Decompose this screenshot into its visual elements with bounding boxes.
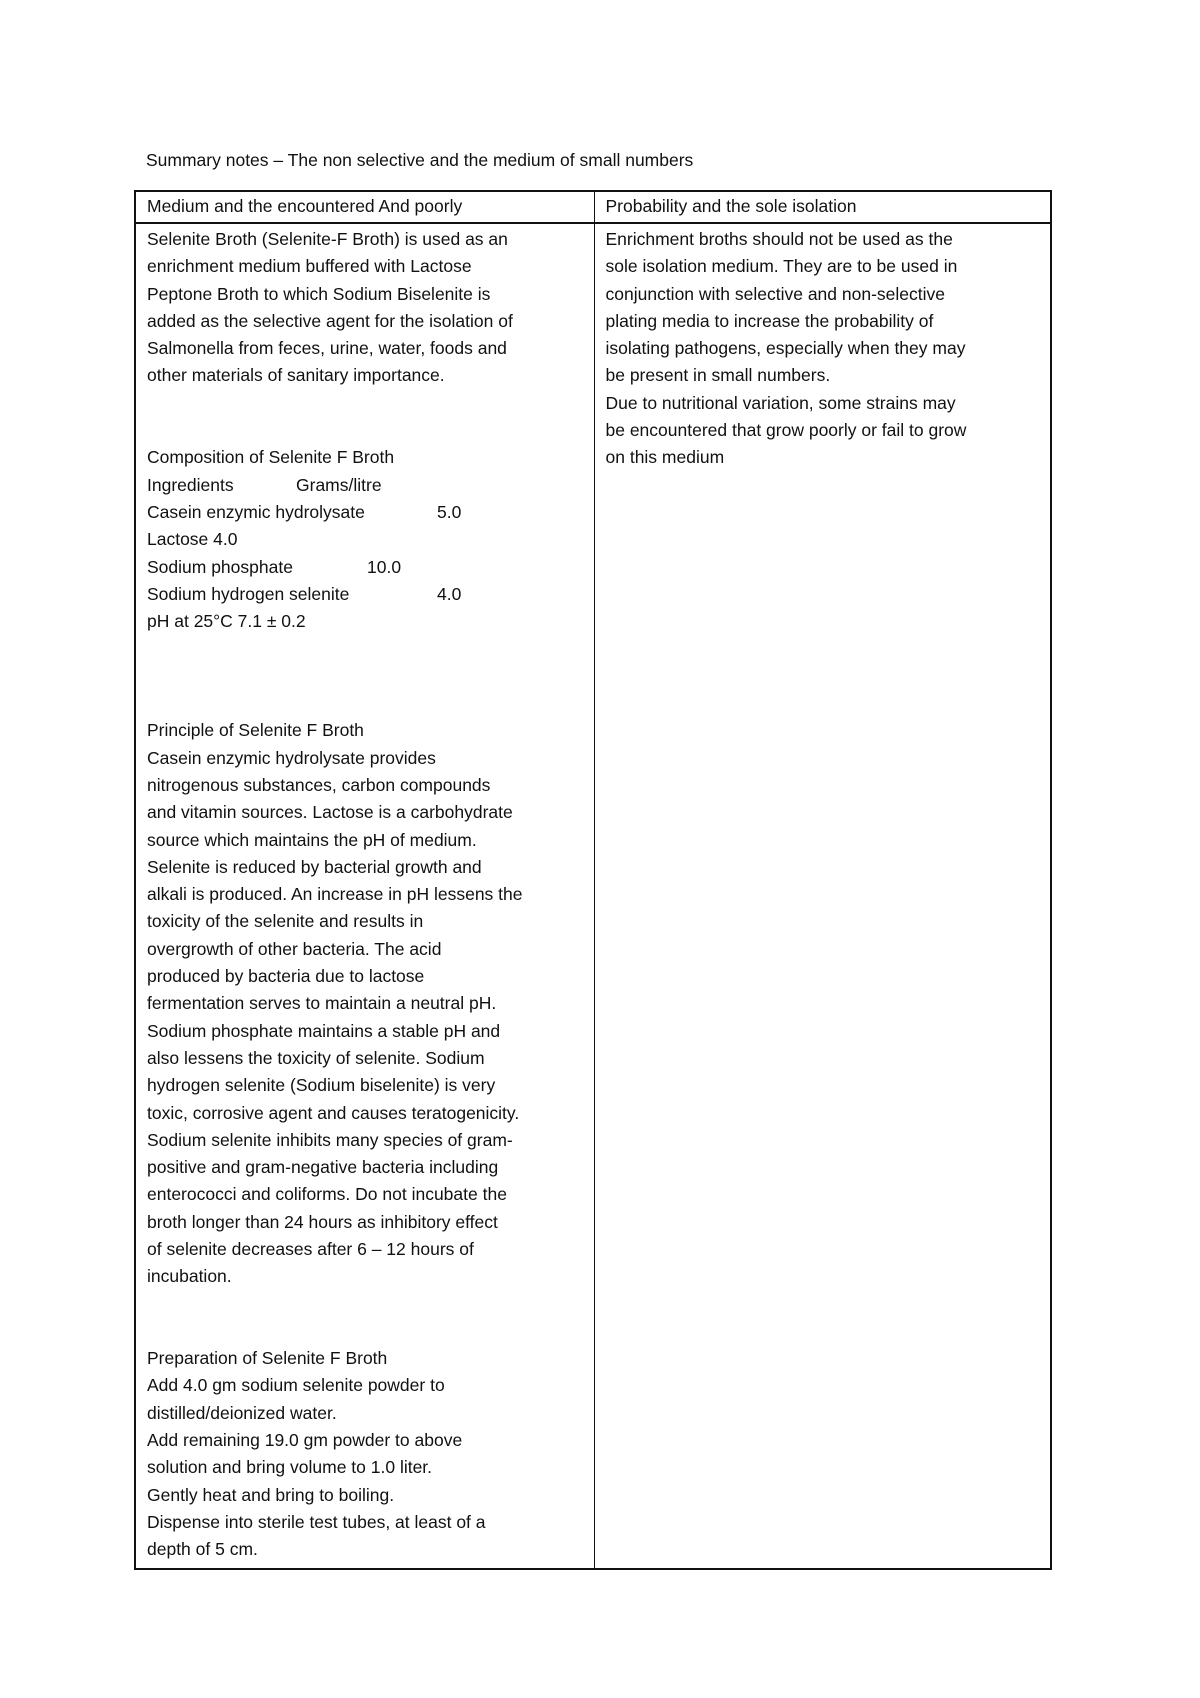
text-line: Sodium phosphate maintains a stable pH and [147,1020,501,1041]
text-line: Peptone Broth to which Sodium Biselenite is [147,283,491,304]
ingredient-name: Lactose [147,529,209,550]
text-line: and vitamin sources. Lactose is a carbohydrate [147,802,513,823]
ingredient-value: 4.0 [437,583,462,604]
principle-section [147,717,584,1290]
text-line: other materials of sanitary importance. [147,365,445,386]
page-title: Summary notes – The non selective and the medium of small numbers [146,150,694,170]
ingredients-label: Ingredients [147,474,234,495]
text-line: distilled/deionized water. [147,1402,337,1423]
text-line: Selenite is reduced by bacterial growth and [147,856,482,877]
header-medium: Medium and the encountered And poorly [135,191,594,223]
text-line: also lessens the toxicity of selenite. Sodium [147,1047,485,1068]
text-line: nitrogenous substances, carbon compounds [147,774,491,795]
preparation-heading: Preparation of Selenite F Broth [147,1348,388,1369]
ingredient-name: Casein enzymic hydrolysate [147,501,365,522]
text-line: positive and gram-negative bacteria including [147,1157,499,1178]
table-body-row [135,223,1051,1569]
ingredient-value: 5.0 [437,501,462,522]
composition-section [147,444,584,635]
text-line: alkali is produced. An increase in pH lessens the [147,884,523,905]
text-line: produced by bacteria due to lactose [147,966,425,987]
text-line: plating media to increase the probability of [605,310,934,331]
text-line: depth of 5 cm. [147,1539,258,1560]
text-line: broth longer than 24 hours as inhibitory effect [147,1211,498,1232]
ingredient-value: 10.0 [367,556,402,577]
text-line: incubation. [147,1266,232,1287]
text-line: Selenite Broth (Selenite-F Broth) is used as an [147,229,508,249]
text-line: Due to nutritional variation, some strains may [605,392,956,413]
grams-label: Grams/litre [296,474,382,495]
ingredient-name: Sodium hydrogen selenite [147,583,350,604]
text-line: of selenite decreases after 6 – 12 hours of [147,1238,474,1259]
text-line: toxicity of the selenite and results in [147,911,424,932]
text-line: Add 4.0 gm sodium selenite powder to [147,1375,445,1396]
preparation-section [147,1345,584,1563]
table-header-row [135,191,1051,223]
text-line: be present in small numbers. [605,365,831,386]
text-line: enterococci and coliforms. Do not incubate the [147,1184,507,1205]
right-cell [594,223,1051,1569]
text-line: conjunction with selective and non-selective [605,283,945,304]
text-line: be encountered that grow poorly or fail to grow [605,420,967,441]
ingredient-value: 4.0 [213,529,238,550]
text-line: isolating pathogens, especially when they may [605,338,966,359]
text-line: overgrowth of other bacteria. The acid [147,938,442,959]
text-line: toxic, corrosive agent and causes teratogenicity. [147,1102,520,1123]
summary-table [134,190,1052,1570]
ingredient-name: Sodium phosphate [147,556,293,577]
text-line: Enrichment broths should not be used as the [605,229,953,249]
ph-value: pH at 25°C 7.1 ± 0.2 [147,611,306,632]
text-line: hydrogen selenite (Sodium biselenite) is very [147,1075,496,1096]
text-line: source which maintains the pH of medium. [147,829,477,850]
text-line: solution and bring volume to 1.0 liter. [147,1457,433,1478]
text-line: enrichment medium buffered with Lactose [147,256,472,277]
text-line: Dispense into sterile test tubes, at least of a [147,1511,486,1532]
text-line: Gently heat and bring to boiling. [147,1484,395,1505]
header-probability: Probability and the sole isolation [594,191,1051,223]
principle-heading: Principle of Selenite F Broth [147,720,364,741]
text-line: Salmonella from feces, urine, water, foods and [147,338,507,359]
text-line: added as the selective agent for the isolation of [147,310,513,331]
text-line: sole isolation medium. They are to be used in [605,256,958,277]
text-line: Add remaining 19.0 gm powder to above [147,1430,463,1451]
left-cell [135,223,594,1569]
text-line: Casein enzymic hydrolysate provides [147,747,436,768]
composition-heading: Composition of Selenite F Broth [147,447,395,468]
text-line: fermentation serves to maintain a neutral pH. [147,993,497,1014]
text-line: Sodium selenite inhibits many species of gram- [147,1129,513,1150]
intro-paragraph [147,226,584,390]
text-line: on this medium [605,447,725,468]
